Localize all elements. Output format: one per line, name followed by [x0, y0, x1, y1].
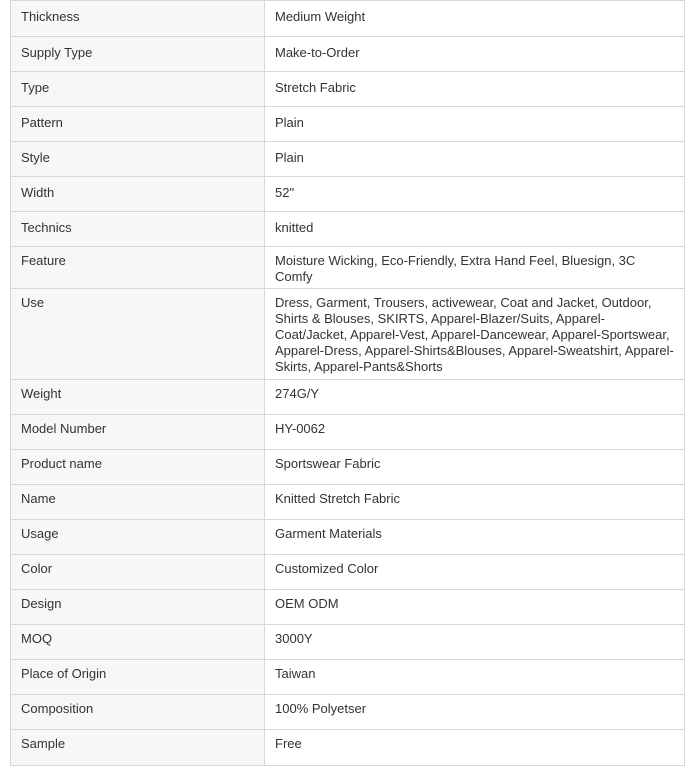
spec-value-text: Customized Color	[275, 561, 379, 576]
spec-value-text: Make-to-Order	[275, 45, 360, 60]
spec-label-text: Composition	[21, 701, 94, 716]
spec-value	[265, 380, 685, 415]
spec-label	[11, 107, 265, 142]
spec-value	[265, 695, 685, 730]
spec-label-text: Model Number	[21, 421, 107, 436]
spec-label-text: Thickness	[21, 9, 80, 24]
spec-value-text: Free	[275, 736, 302, 751]
spec-value	[265, 625, 685, 660]
spec-value-text: Stretch Fabric	[275, 80, 356, 95]
spec-label	[11, 72, 265, 107]
spec-label	[11, 380, 265, 415]
spec-value-text: Plain	[275, 115, 304, 130]
spec-value-text: Plain	[275, 150, 304, 165]
spec-value	[265, 212, 685, 247]
spec-row-feature	[11, 247, 685, 289]
spec-row-weight	[11, 380, 685, 415]
spec-value-text: Sportswear Fabric	[275, 456, 381, 471]
spec-value	[265, 555, 685, 590]
spec-value	[265, 177, 685, 212]
spec-label	[11, 289, 265, 380]
spec-value-text: Moisture Wicking, Eco-Friendly, Extra Hand Feel, Bluesign, 3C Comfy	[275, 253, 636, 284]
spec-value-text: 52"	[275, 185, 295, 200]
spec-label	[11, 142, 265, 177]
spec-value-text: OEM ODM	[275, 596, 339, 611]
spec-table-body	[11, 1, 685, 766]
spec-row-model-number	[11, 415, 685, 450]
spec-value	[265, 520, 685, 555]
spec-value-text: 274G/Y	[275, 386, 320, 401]
spec-row-sample	[11, 730, 685, 766]
spec-row-thickness	[11, 1, 685, 37]
spec-label	[11, 37, 265, 72]
spec-label-text: Type	[21, 80, 50, 95]
spec-row-moq	[11, 625, 685, 660]
spec-label-text: Usage	[21, 526, 59, 541]
spec-row-name	[11, 485, 685, 520]
spec-value-text: Taiwan	[275, 666, 316, 681]
spec-label	[11, 177, 265, 212]
spec-label	[11, 695, 265, 730]
spec-value	[265, 107, 685, 142]
spec-row-composition	[11, 695, 685, 730]
spec-value	[265, 660, 685, 695]
spec-label-text: Technics	[21, 220, 72, 235]
product-spec-table	[10, 0, 685, 766]
spec-value	[265, 730, 685, 766]
spec-value	[265, 72, 685, 107]
spec-row-pattern	[11, 107, 685, 142]
spec-value-text: 100% Polyetser	[275, 701, 367, 716]
spec-label-text: Place of Origin	[21, 666, 107, 681]
spec-label	[11, 660, 265, 695]
spec-row-type	[11, 72, 685, 107]
spec-row-use	[11, 289, 685, 380]
spec-value-text: HY-0062	[275, 421, 326, 436]
spec-label	[11, 450, 265, 485]
spec-label-text: MOQ	[21, 631, 53, 646]
spec-value	[265, 415, 685, 450]
spec-label	[11, 590, 265, 625]
spec-label-text: Design	[21, 596, 62, 611]
spec-row-supply-type	[11, 37, 685, 72]
spec-row-product-name	[11, 450, 685, 485]
spec-value	[265, 142, 685, 177]
spec-label	[11, 212, 265, 247]
spec-value	[265, 247, 685, 289]
spec-label-text: Supply Type	[21, 45, 93, 60]
spec-value-text: Dress, Garment, Trousers, activewear, Coat and Jacket, Outdoor, Shirts & Blouses, SKIRTS, Apparel-Blazer/Suits, Apparel-Coat/Jacket, Apparel-Vest, Apparel-Dancewear, Apparel-Sportswear, Apparel-Dress, Apparel-Shirts&Blouses, Apparel-Sweatshirt, Apparel-Skirts, Apparel-Pants&Shorts	[275, 295, 674, 374]
spec-label	[11, 247, 265, 289]
spec-label	[11, 485, 265, 520]
spec-value-text: Garment Materials	[275, 526, 382, 541]
spec-row-place-of-origin	[11, 660, 685, 695]
spec-row-design	[11, 590, 685, 625]
spec-label-text: Product name	[21, 456, 102, 471]
spec-label	[11, 415, 265, 450]
spec-label-text: Name	[21, 491, 56, 506]
spec-value-text: Medium Weight	[275, 9, 366, 24]
spec-value	[265, 37, 685, 72]
spec-label-text: Width	[21, 185, 55, 200]
spec-label-text: Use	[21, 295, 45, 310]
spec-label	[11, 1, 265, 37]
spec-label-text: Pattern	[21, 115, 63, 130]
spec-label-text: Feature	[21, 253, 66, 268]
spec-value	[265, 1, 685, 37]
spec-label-text: Style	[21, 150, 50, 165]
spec-value	[265, 485, 685, 520]
spec-row-width	[11, 177, 685, 212]
spec-label	[11, 730, 265, 766]
spec-value-text: knitted	[275, 220, 314, 235]
spec-row-usage	[11, 520, 685, 555]
spec-label	[11, 555, 265, 590]
spec-value	[265, 590, 685, 625]
spec-label	[11, 625, 265, 660]
spec-label	[11, 520, 265, 555]
spec-label-text: Sample	[21, 736, 66, 751]
spec-row-style	[11, 142, 685, 177]
spec-value	[265, 289, 685, 380]
spec-value	[265, 450, 685, 485]
spec-value-text: Knitted Stretch Fabric	[275, 491, 400, 506]
spec-row-technics	[11, 212, 685, 247]
spec-row-color	[11, 555, 685, 590]
spec-label-text: Color	[21, 561, 53, 576]
spec-value-text: 3000Y	[275, 631, 313, 646]
spec-label-text: Weight	[21, 386, 62, 401]
